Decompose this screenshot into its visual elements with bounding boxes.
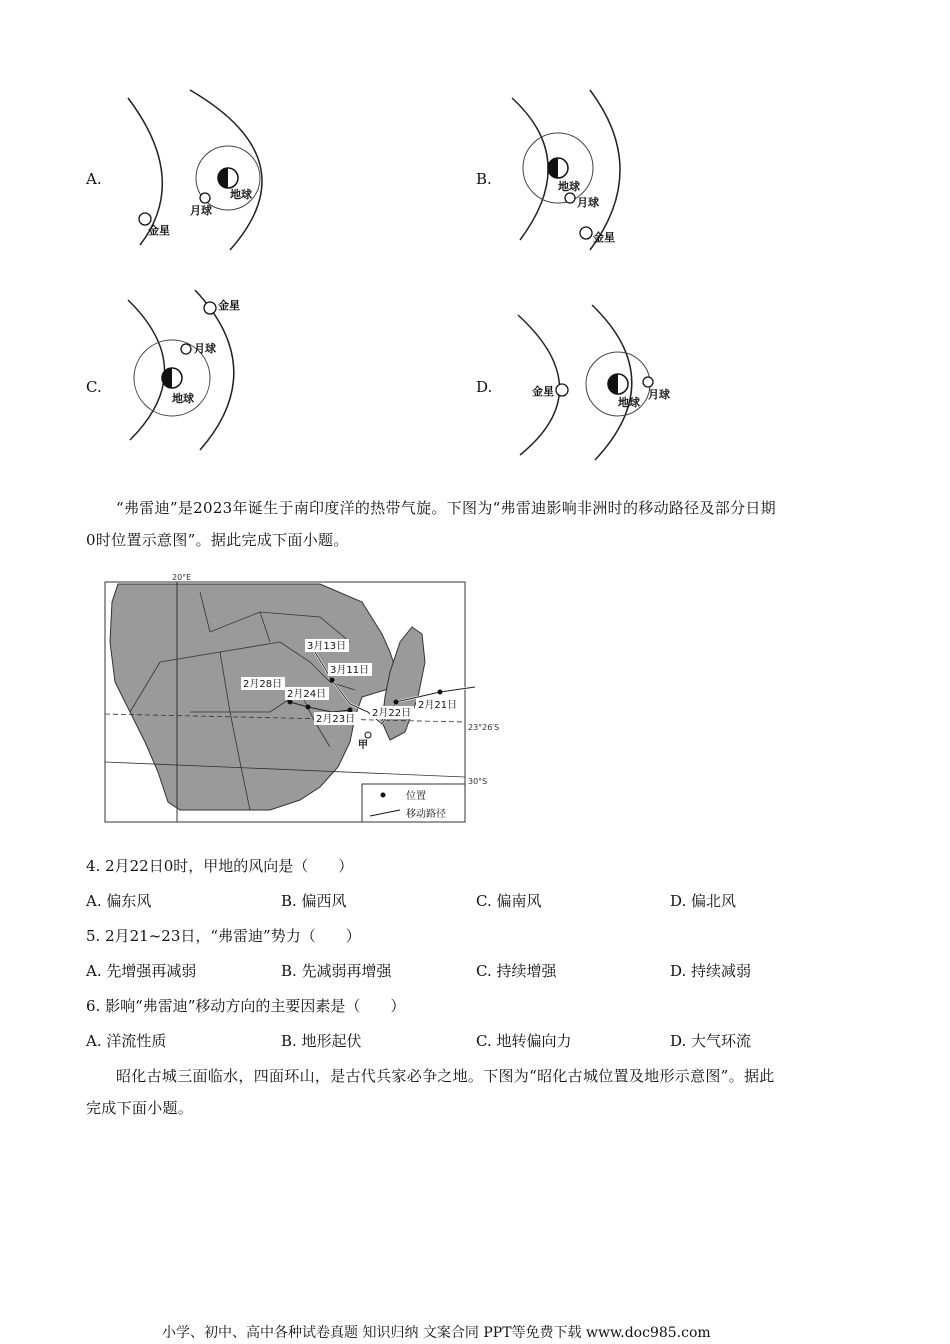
moon-label: 月球 xyxy=(577,196,599,209)
moon-icon xyxy=(200,193,210,203)
q5-choice-b[interactable]: B. 先减弱再增强 xyxy=(281,962,392,980)
option-c-letter: C. xyxy=(86,378,102,396)
option-d-letter: D. xyxy=(476,378,493,396)
page-footer: 小学、初中、高中各种试卷真题 知识归纳 文案合同 PPT等免费下载 www.doc985.com xyxy=(162,1325,711,1341)
intro-line-2: 0时位置示意图”。据此完成下面小题。 xyxy=(86,531,349,549)
venus-label: 金星 xyxy=(593,231,615,244)
q4-choice-b[interactable]: B. 偏西风 xyxy=(281,892,347,910)
earth-shadow xyxy=(548,158,558,178)
q4-choice-a[interactable]: A. 偏东风 xyxy=(86,892,152,910)
legend-path: 移动路径 xyxy=(406,809,446,820)
q6-choice-d[interactable]: D. 大气环流 xyxy=(670,1032,752,1050)
position-dot xyxy=(394,700,399,705)
earth-label: 地球 xyxy=(558,180,580,193)
moon-icon xyxy=(565,193,575,203)
date-label: 2月28日 xyxy=(243,679,283,690)
lon-label: 20°E xyxy=(172,573,192,582)
date-label: 2月21日 xyxy=(418,700,458,711)
venus-orbit xyxy=(195,290,234,450)
option-b-letter: B. xyxy=(476,170,492,188)
lat1-label: 23°26′S xyxy=(468,723,500,732)
question-5-stem: 5. 2月21~23日，“弗雷迪”势力（ ） xyxy=(86,927,361,945)
position-dot xyxy=(438,690,443,695)
q5-choice-a[interactable]: A. 先增强再减弱 xyxy=(86,962,197,980)
legend-dot-icon xyxy=(381,793,386,798)
option-d-diagram xyxy=(500,300,690,465)
date-label: 2月23日 xyxy=(316,714,356,725)
earth-label: 地球 xyxy=(230,188,252,201)
q5-choice-d[interactable]: D. 持续减弱 xyxy=(670,962,752,980)
q4-choice-d[interactable]: D. 偏北风 xyxy=(670,892,737,910)
lat2-label: 30°S xyxy=(468,777,488,786)
position-dot xyxy=(348,708,353,713)
venus-icon xyxy=(204,302,216,314)
q4-choice-c[interactable]: C. 偏南风 xyxy=(476,892,542,910)
legend-position: 位置 xyxy=(406,791,426,802)
intro-paragraph-cyclone xyxy=(86,492,876,556)
venus-label: 金星 xyxy=(532,385,554,398)
q5-choice-c[interactable]: C. 持续增强 xyxy=(476,962,557,980)
venus-label: 金星 xyxy=(218,299,240,312)
earth-orbit xyxy=(128,300,165,440)
date-label: 3月13日 xyxy=(307,641,347,652)
venus-orbit xyxy=(590,90,620,250)
question-4-stem: 4. 2月22日0时，甲地的风向是（ ） xyxy=(86,857,354,875)
position-dot xyxy=(306,705,311,710)
moon-label: 月球 xyxy=(194,342,216,355)
earth-shadow xyxy=(608,374,618,394)
option-c-diagram xyxy=(110,290,290,450)
earth-shadow xyxy=(218,168,228,188)
date-label: 3月11日 xyxy=(330,665,370,676)
option-b-diagram xyxy=(500,90,680,250)
question-6-stem: 6. 影响“弗雷迪”移动方向的主要因素是（ ） xyxy=(86,997,406,1015)
option-a-letter: A. xyxy=(86,170,102,188)
date-label: 2月22日 xyxy=(372,708,412,719)
earth-orbit xyxy=(512,98,548,240)
earth-label: 地球 xyxy=(618,396,640,409)
q6-choice-c[interactable]: C. 地转偏向力 xyxy=(476,1032,572,1050)
place-jia-marker xyxy=(365,732,371,738)
position-dot xyxy=(288,700,293,705)
position-dot xyxy=(330,678,335,683)
q6-choice-a[interactable]: A. 洋流性质 xyxy=(86,1032,167,1050)
moon-label: 月球 xyxy=(648,388,670,401)
intro2-line-1: 昭化古城三面临水，四面环山，是古代兵家必争之地。下图为“昭化古城位置及地形示意图”。据此 xyxy=(116,1067,775,1085)
venus-label: 金星 xyxy=(148,224,170,237)
intro-line-1: “弗雷迪”是2023年诞生于南印度洋的热带气旋。下图为“弗雷迪影响非洲时的移动路径及部分日期 xyxy=(116,499,776,517)
intro-paragraph-zhaohua xyxy=(86,1060,876,1124)
cyclone-map xyxy=(100,572,500,830)
date-label: 2月24日 xyxy=(287,689,327,700)
venus-icon xyxy=(556,384,568,396)
q6-choice-b[interactable]: B. 地形起伏 xyxy=(281,1032,362,1050)
moon-label: 月球 xyxy=(190,204,212,217)
moon-icon xyxy=(181,344,191,354)
place-jia-label: 甲 xyxy=(358,740,368,751)
intro2-line-2: 完成下面小题。 xyxy=(86,1099,194,1117)
venus-icon xyxy=(580,227,592,239)
option-a-diagram xyxy=(110,90,290,250)
earth-label: 地球 xyxy=(172,392,194,405)
moon-icon xyxy=(643,377,653,387)
